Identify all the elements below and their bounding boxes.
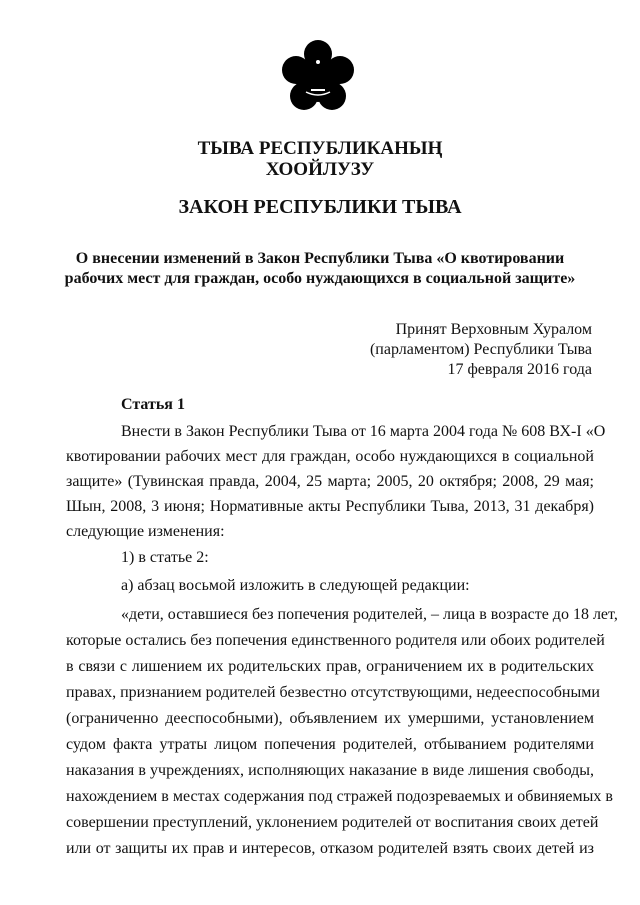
article-line: правах, признанием родителей безвестно отсутствующими, недееспособными xyxy=(66,684,600,701)
article-line: в связи с лишением их родительских прав, ограничением их в родительских xyxy=(66,658,594,675)
article-line: совершении преступлений, уклонением родителей от воспитания своих детей xyxy=(66,814,599,831)
article-line: 1) в статье 2: xyxy=(121,549,209,566)
article-line: Внести в Закон Республики Тыва от 16 марта 2004 года № 608 ВХ-I «О xyxy=(121,423,606,440)
article-line: которые остались без попечения единственного родителя или обоих родителей xyxy=(66,632,605,649)
adoption-line1: Принят Верховным Хуралом xyxy=(395,321,592,338)
parliament-name-line1: ТЫВА РЕСПУБЛИКАНЫҢ xyxy=(197,138,443,159)
law-subject-line2: рабочих мест для граждан, особо нуждающихся в социальной защите» xyxy=(64,270,576,287)
coat-of-arms-emblem xyxy=(280,40,356,116)
article-line: или от защиты их прав и интересов, отказом родителей взять своих детей из xyxy=(66,840,594,857)
law-subject-line1: О внесении изменений в Закон Республики Тыва «О квотировании xyxy=(75,250,565,267)
parliament-name-line2: ХООЙЛУЗУ xyxy=(265,159,375,180)
article-line: квотировании рабочих мест для граждан, особо нуждающихся в социальной xyxy=(66,448,594,465)
article-title: Статья 1 xyxy=(121,396,185,413)
article-line: нахождением в местах содержания под стражей подозреваемых и обвиняемых в xyxy=(66,788,613,805)
article-line: защите» (Тувинская правда, 2004, 25 марта; 2005, 20 октября; 2008, 29 мая; xyxy=(66,473,594,490)
article-line: Шын, 2008, 3 июня; Нормативные акты Республики Тыва, 2013, 31 декабря) xyxy=(66,498,594,515)
article-line: судом факта утраты лицом попечения родителей, отбыванием родителями xyxy=(66,736,594,753)
article-line: «дети, оставшиеся без попечения родителей, – лица в возрасте до 18 лет, xyxy=(121,606,618,623)
article-line: а) абзац восьмой изложить в следующей редакции: xyxy=(121,577,470,594)
adoption-line2: (парламентом) Республики Тыва xyxy=(369,341,592,358)
article-line: наказания в учреждениях, исполняющих наказание в виде лишения свободы, xyxy=(66,762,594,779)
article-line: (ограниченно дееспособными), объявлением их умершими, установлением xyxy=(66,710,594,727)
adoption-date: 17 февраля 2016 года xyxy=(447,361,592,378)
law-title: ЗАКОН РЕСПУБЛИКИ ТЫВА xyxy=(178,196,462,218)
article-line: следующие изменения: xyxy=(66,523,225,540)
